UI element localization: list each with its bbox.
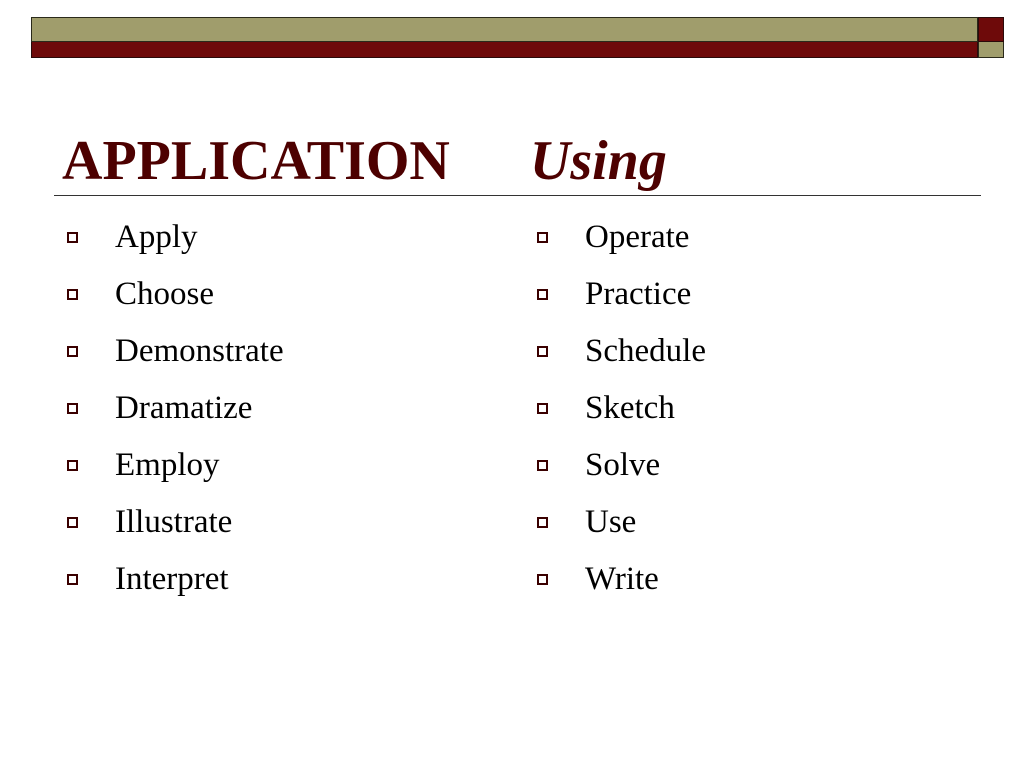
- hollow-square-bullet-icon: [67, 232, 78, 243]
- hollow-square-bullet-icon: [537, 574, 548, 585]
- left-bullet-list: [64, 209, 284, 608]
- list-item-label: Interpret: [115, 561, 229, 597]
- hollow-square-bullet-icon: [67, 460, 78, 471]
- title-subtitle: Using: [529, 130, 667, 192]
- list-item-label: Illustrate: [115, 504, 233, 540]
- list-item: [534, 380, 706, 437]
- title-divider: [54, 195, 981, 196]
- list-item: [534, 209, 706, 266]
- list-item: [64, 494, 284, 551]
- hollow-square-bullet-icon: [537, 403, 548, 414]
- header-band-olive: [31, 17, 978, 42]
- list-item-label: Write: [585, 561, 659, 597]
- hollow-square-bullet-icon: [537, 517, 548, 528]
- hollow-square-bullet-icon: [67, 289, 78, 300]
- list-item: [64, 437, 284, 494]
- header-corner-square-red: [978, 17, 1004, 42]
- list-item-label: Practice: [585, 276, 692, 312]
- list-item-label: Employ: [115, 447, 220, 483]
- list-item: [64, 323, 284, 380]
- list-item-label: Demonstrate: [115, 333, 284, 369]
- list-item: [64, 209, 284, 266]
- title-main: APPLICATION: [62, 130, 450, 192]
- list-item: [534, 323, 706, 380]
- hollow-square-bullet-icon: [537, 460, 548, 471]
- list-item-label: Apply: [115, 219, 198, 255]
- header-corner-square-olive: [978, 42, 1004, 58]
- list-item: [534, 494, 706, 551]
- list-item-label: Use: [585, 504, 637, 540]
- header-band-red: [31, 42, 978, 58]
- hollow-square-bullet-icon: [537, 289, 548, 300]
- list-item: [64, 380, 284, 437]
- hollow-square-bullet-icon: [537, 346, 548, 357]
- list-item-label: Choose: [115, 276, 214, 312]
- list-item: [64, 266, 284, 323]
- list-item-label: Dramatize: [115, 390, 253, 426]
- list-item: [64, 551, 284, 608]
- list-item-label: Schedule: [585, 333, 706, 369]
- list-item: [534, 551, 706, 608]
- hollow-square-bullet-icon: [67, 517, 78, 528]
- list-item-label: Operate: [585, 219, 690, 255]
- hollow-square-bullet-icon: [67, 574, 78, 585]
- hollow-square-bullet-icon: [67, 346, 78, 357]
- list-item-label: Solve: [585, 447, 661, 483]
- list-item: [534, 437, 706, 494]
- hollow-square-bullet-icon: [537, 232, 548, 243]
- hollow-square-bullet-icon: [67, 403, 78, 414]
- right-bullet-list: [534, 209, 706, 608]
- slide-title: [62, 126, 667, 196]
- list-item-label: Sketch: [585, 390, 675, 426]
- list-item: [534, 266, 706, 323]
